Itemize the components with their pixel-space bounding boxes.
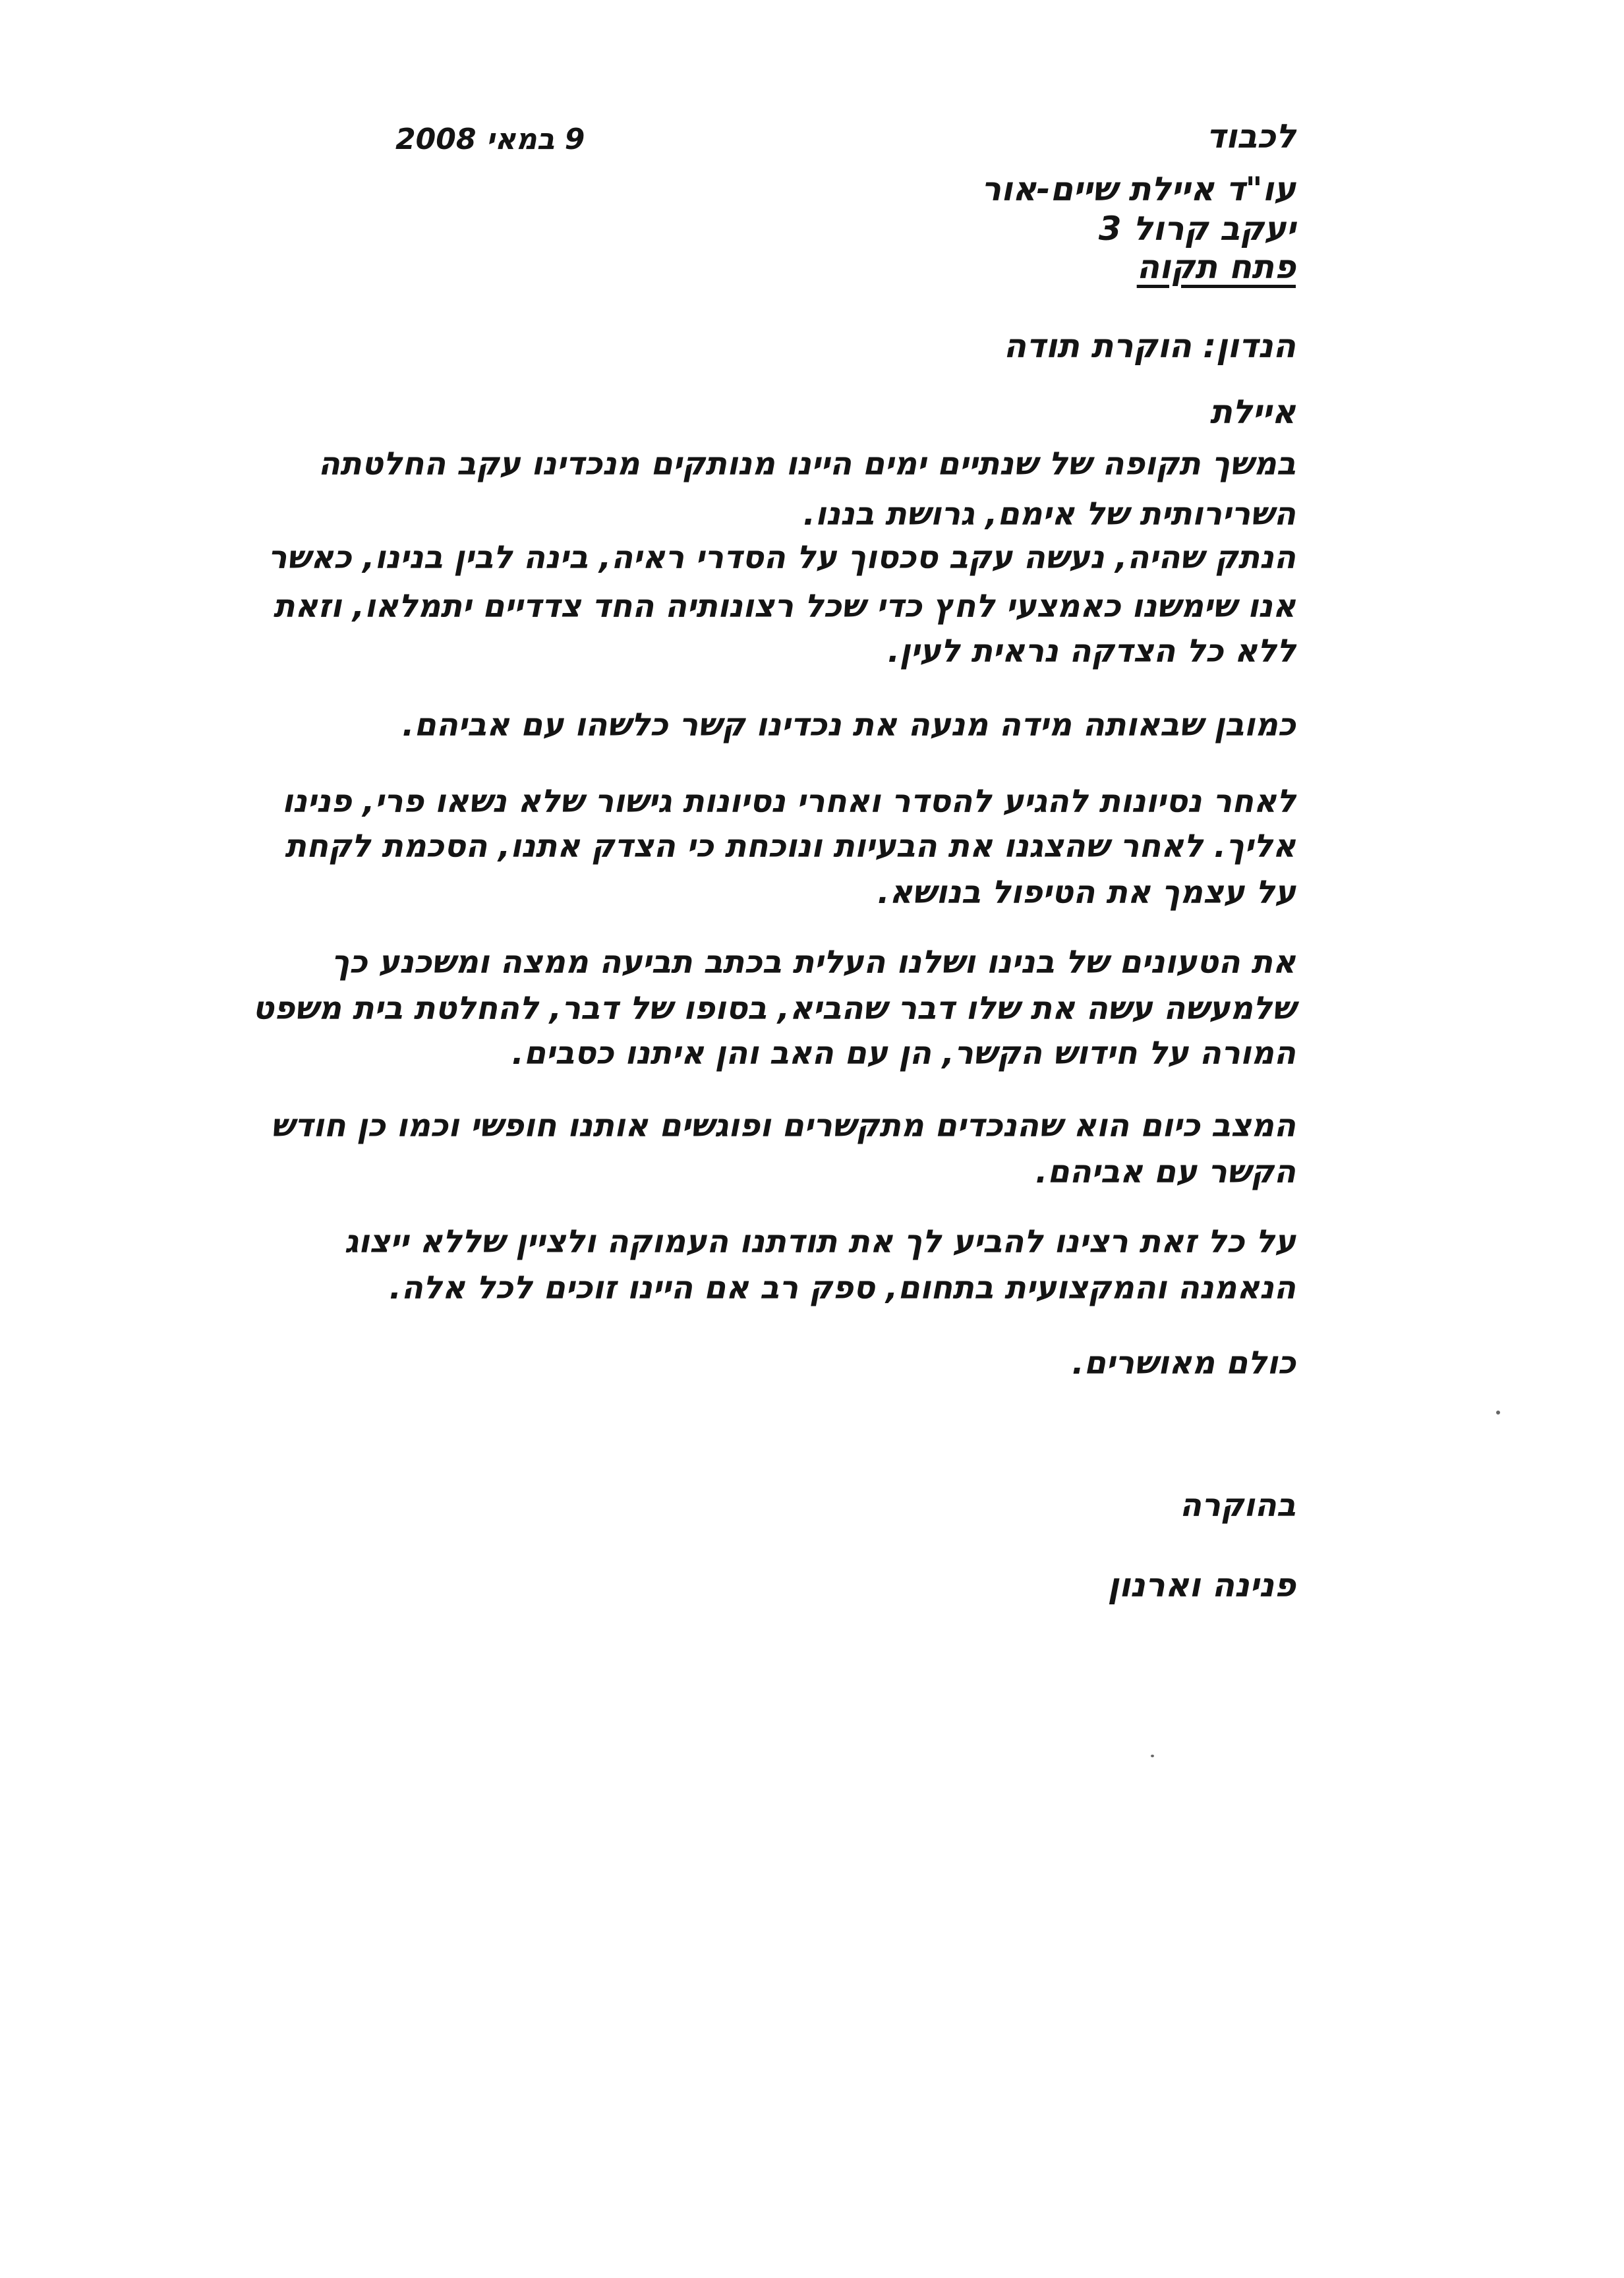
body-line: על כל זאת רצינו להביע לך את תודתנו העמוקה ולציין שללא ייצוג	[344, 1223, 1296, 1260]
body-line: אליך. לאחר שהצגנו את הבעיות ונוכחת כי הצדק אתנו, הסכמת לקחת	[285, 828, 1296, 865]
body-line: את הטעונים של בנינו ושלנו העלית בכתב תביעה ממצה ומשכנע כך	[331, 944, 1296, 981]
closing-line: כולם מאושרים.	[1072, 1345, 1296, 1382]
body-line: הנאמנה והמקצועית בתחום, ספק רב אם היינו זוכים לכל אלה.	[389, 1270, 1296, 1306]
letter-greeting: איילת	[1209, 393, 1296, 431]
body-line: במשך תקופה של שנתיים ימים היינו מנותקים מנכדינו עקב החלטתה	[318, 446, 1296, 482]
paper-speck	[1151, 1755, 1154, 1757]
address-recipient-name: עו"ד איילת שיים-אור	[981, 170, 1296, 208]
body-line: לאחר נסיונות להגיע להסדר ואחרי נסיונות גישור שלא נשאו פרי, פנינו	[281, 783, 1296, 820]
body-line: המצב כיום הוא שהנכדים מתקשרים ופוגשים אותנו חופשי וכמו כן חודש	[270, 1107, 1296, 1144]
letter-date: 9 במאי 2008	[395, 123, 585, 156]
address-street: יעקב קרול 3	[1098, 210, 1296, 248]
address-city: פתח תקוה	[1136, 248, 1296, 286]
signature: פנינה וארנון	[1107, 1566, 1296, 1604]
address-salutation: לכבוד	[1206, 117, 1296, 156]
body-line: ללא כל הצדקה נראית לעין.	[887, 633, 1296, 670]
paper-speck	[1496, 1411, 1500, 1415]
body-line: על עצמך את הטיפול בנושא.	[877, 874, 1296, 911]
body-line: המורה על חידוש הקשר, הן עם האב והן איתנו כסבים.	[511, 1035, 1296, 1072]
body-line: כמובן שבאותה מידה מנעה את נכדינו קשר כלשהו עם אביהם.	[402, 707, 1296, 744]
body-line: הקשר עם אביהם.	[1035, 1154, 1296, 1190]
body-line: אנו שימשנו כאמצעי לחץ כדי שכל רצונותיה החד צדדיים יתמלאו, וזאת	[273, 588, 1296, 625]
letter-subject: הנדון: הוקרת תודה	[1003, 327, 1296, 365]
body-line: הנתק שהיה, נעשה עקב סכסוך על הסדרי ראיה, בינה לבין בנינו, כאשר	[268, 539, 1296, 576]
sign-off: בהוקרה	[1180, 1487, 1296, 1524]
body-line: השרירותית של אימם, גרושת בננו.	[803, 496, 1296, 533]
body-line: שלמעשה עשה את שלו דבר שהביא, בסופו של דבר, להחלטת בית משפט	[252, 990, 1296, 1027]
